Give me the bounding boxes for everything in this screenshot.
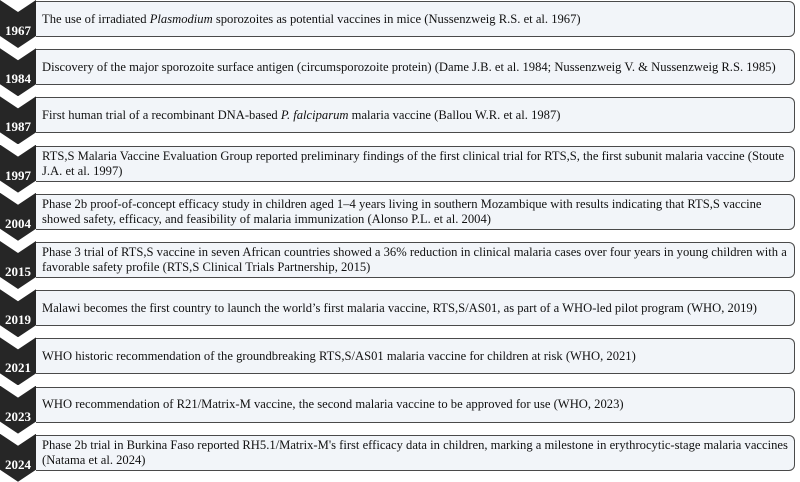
event-box (36, 49, 795, 85)
year-label: 1987 (5, 119, 31, 135)
event-box (36, 242, 795, 278)
event-text-part: malaria vaccine (Ballou W.R. et al. 1987) (348, 107, 561, 122)
event-text (42, 108, 560, 123)
year-label: 2021 (5, 360, 31, 376)
event-text-part: Phase 2b proof-of-concept efficacy study in children aged 1–4 years living in southern Mozambique with results indicating that RTS,S vaccine showed safety, efficacy, and feasibility of malaria immunization (Alonso P.L. et al. 2004) (42, 196, 762, 226)
event-text (42, 60, 776, 75)
event-box (36, 290, 795, 326)
timeline-entry (0, 193, 800, 241)
event-text (42, 301, 757, 316)
timeline-entry (0, 0, 800, 48)
year-label: 1997 (5, 167, 31, 183)
year-label: 2023 (5, 408, 31, 424)
timeline-entry (0, 337, 800, 385)
timeline-entry (0, 386, 800, 434)
year-label: 2015 (5, 264, 31, 279)
event-text (42, 245, 788, 275)
event-text-part: RTS,S Malaria Vaccine Evaluation Group reported preliminary findings of the first clinical trial for RTS,S, the first subunit malaria vaccine (Stoute J.A. et al. 1997) (42, 148, 785, 178)
year-label: 2004 (5, 215, 31, 231)
event-text-part: Discovery of the major sporozoite surface antigen (circumsporozoite protein) (Dame J.B. et al. 1984; Nussenzweig V. & Nussenzweig R.S. 1985) (42, 59, 776, 74)
event-text (42, 349, 636, 364)
event-box (36, 387, 795, 423)
timeline-entry (0, 241, 800, 289)
event-box (36, 97, 795, 133)
event-text (42, 438, 788, 468)
timeline-entry (0, 289, 800, 337)
timeline-entry (0, 434, 800, 482)
timeline-entry (0, 96, 800, 144)
event-box (36, 1, 795, 37)
event-text (42, 397, 624, 412)
event-text-part: Malawi becomes the first country to launch the world’s first malaria vaccine, RTS,S/AS01, as part of a WHO-led pilot program (WHO, 2019) (42, 300, 757, 315)
event-text-part: Phase 2b trial in Burkina Faso reported RH5.1/Matrix-M's first efficacy data in children, marking a milestone in erythrocytic-stage malaria vaccines (Natama et al. 2024) (42, 437, 788, 467)
event-box (36, 435, 795, 471)
event-text-part: WHO recommendation of R21/Matrix-M vaccine, the second malaria vaccine to be approved for use (WHO, 2023) (42, 397, 624, 412)
event-text (42, 197, 788, 227)
year-label: 2024 (5, 456, 31, 472)
event-box (36, 194, 795, 230)
event-text-part: sporozoites as potential vaccines in mice (Nussenzweig R.S. et al. 1967) (212, 11, 581, 26)
event-text-italic: P. falciparum (280, 107, 349, 122)
year-label: 2019 (5, 312, 31, 328)
event-text-italic: Plasmodium (149, 11, 213, 26)
year-label: 1984 (5, 71, 31, 87)
timeline-entry (0, 48, 800, 96)
event-text (42, 12, 581, 27)
event-text-part: WHO historic recommendation of the groundbreaking RTS,S/AS01 malaria vaccine for children at risk (WHO, 2021) (42, 348, 636, 363)
timeline-entry (0, 145, 800, 193)
event-text-part: Phase 3 trial of RTS,S vaccine in seven African countries showed a 36% reduction in clinical malaria cases over four years in young children with a favorable safety profile (RTS,S Clinical Trials Partnership, 2015) (42, 245, 787, 274)
event-text-part: The use of irradiated (42, 11, 150, 26)
event-text (42, 149, 788, 179)
event-text-part: First human trial of a recombinant DNA-based (42, 107, 281, 122)
year-label: 1967 (5, 23, 31, 38)
event-box (36, 338, 795, 374)
event-box (36, 146, 795, 182)
